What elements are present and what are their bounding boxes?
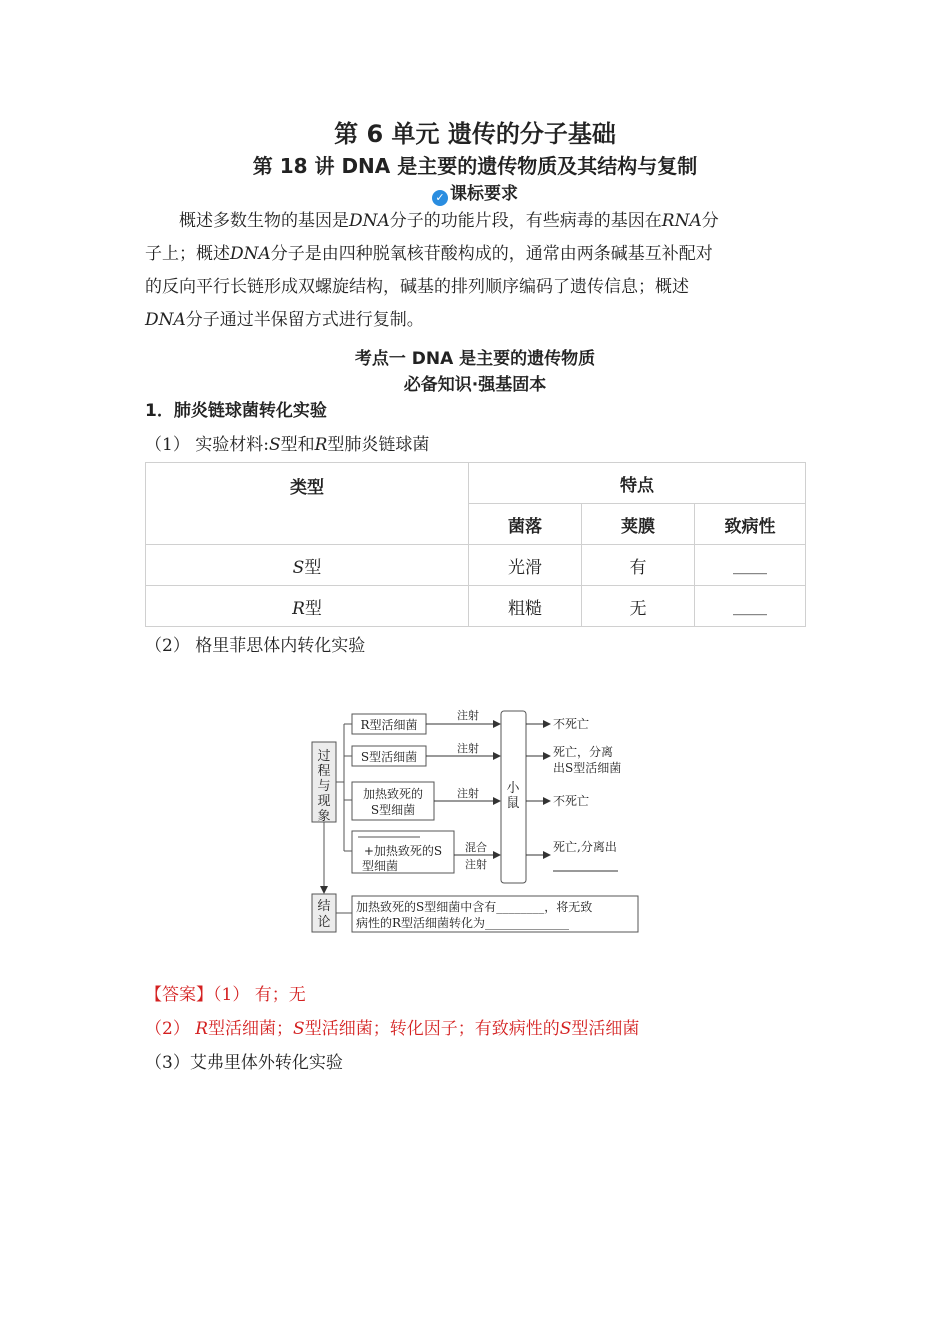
process-label-char: 程 <box>317 764 331 779</box>
svg-text:型细菌: 型细菌 <box>361 859 399 873</box>
svg-text:论: 论 <box>317 915 331 930</box>
griffith-diagram <box>300 700 650 940</box>
inject-label: 注射 <box>465 858 487 871</box>
table-cell: 粗糙 <box>469 586 582 627</box>
answer-line-1: 【答案】（1） 有；无 <box>145 985 306 1005</box>
table-cell: 光滑 <box>469 545 582 586</box>
item-2: （2） 格里菲思体内转化实验 <box>145 636 366 656</box>
unit-title: 第 6 单元 遗传的分子基础 <box>334 120 616 148</box>
result-2-line2: 出S型活细菌 <box>553 761 622 775</box>
col-feature-header: 特点 <box>469 463 806 504</box>
experiment-heading: 1．肺炎链球菌转化实验 <box>145 401 327 421</box>
result-3: 不死亡 <box>553 794 590 808</box>
table-row <box>146 586 806 627</box>
process-label-char: 与 <box>317 779 331 794</box>
inject-label: 注射 <box>457 787 479 800</box>
item-3: （3）艾弗里体外转化实验 <box>145 1053 343 1073</box>
intro-line-3: 的反向平行长链形成双螺旋结构，碱基的排列顺序编码了遗传信息；概述 <box>145 277 689 297</box>
item-1: （1） 实验材料:S型和R型肺炎链球菌 <box>145 435 430 455</box>
svg-text:小: 小 <box>506 781 520 796</box>
svg-text:S型细菌: S型细菌 <box>370 803 416 817</box>
svg-text:+加热致死的S: +加热致死的S <box>363 844 443 858</box>
col-capsule-header: 荚膜 <box>582 504 695 545</box>
intro-line-4: DNA分子通过半保留方式进行复制。 <box>145 310 424 330</box>
section-subtitle: 必备知识·强基固本 <box>403 375 547 395</box>
intro-line-2: 子上；概述DNA分子是由四种脱氧核苷酸构成的，通常由两条碱基互补配对 <box>145 244 713 264</box>
table-cell: R型 <box>146 586 469 627</box>
col-type-header: 类型 <box>146 463 469 545</box>
section-title: 考点一 DNA 是主要的遗传物质 <box>354 349 596 369</box>
table-cell: S型 <box>146 545 469 586</box>
svg-text:结: 结 <box>317 899 331 914</box>
svg-text:加热致死的: 加热致死的 <box>362 787 424 801</box>
table-row <box>146 545 806 586</box>
process-label-char: 过 <box>317 749 331 764</box>
table-cell: ____ <box>695 545 806 586</box>
col-colony-header: 菌落 <box>469 504 582 545</box>
result-4: 死亡,分离出 <box>553 840 617 854</box>
intro-line-1: 概述多数生物的基因是DNA分子的功能片段，有些病毒的基因在RNA分 <box>179 211 719 231</box>
table-cell: 有 <box>582 545 695 586</box>
bacteria-table <box>145 462 806 627</box>
result-2-line1: 死亡，分离 <box>553 745 614 759</box>
conclusion-line-1: 加热致死的S型细菌中含有________，将无致 <box>356 900 593 914</box>
standard-heading <box>0 179 950 206</box>
standard-label: 课标要求 <box>450 184 518 204</box>
inject-label: 注射 <box>457 742 479 755</box>
col-pathogenic-header: 致病性 <box>695 504 806 545</box>
svg-text:鼠: 鼠 <box>506 796 520 811</box>
mix-label: 混合 <box>465 841 487 854</box>
process-label-char: 现 <box>317 794 331 809</box>
answer-line-2: （2） R型活细菌；S型活细菌；转化因子；有致病性的S型活细菌 <box>145 1019 640 1039</box>
inject-label: 注射 <box>457 709 479 722</box>
lecture-title: 第 18 讲 DNA 是主要的遗传物质及其结构与复制 <box>252 154 698 178</box>
conclusion-line-2: 病性的R型活细菌转化为______________ <box>356 916 570 930</box>
intro-paragraph <box>145 205 805 337</box>
check-icon: ✓ <box>432 190 448 206</box>
svg-text:R型活细菌: R型活细菌 <box>360 718 418 732</box>
process-label-char: 象 <box>317 809 331 824</box>
result-1: 不死亡 <box>553 717 590 731</box>
svg-text:S型活细菌: S型活细菌 <box>360 750 418 764</box>
table-cell: 无 <box>582 586 695 627</box>
table-cell: ____ <box>695 586 806 627</box>
